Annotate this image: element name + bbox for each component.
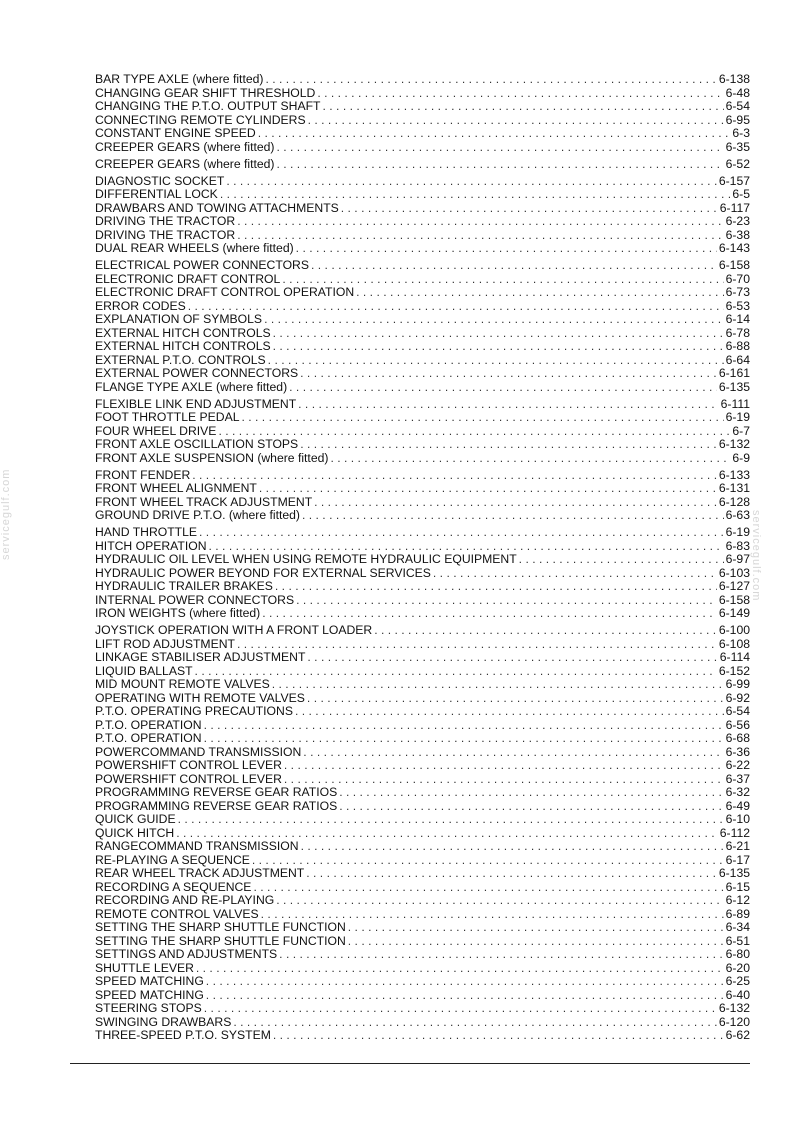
index-entry-page: 6-158	[718, 592, 750, 607]
index-entry-page: 6-17	[725, 852, 750, 867]
index-entry-page: 6-48	[725, 85, 750, 100]
index-entry-page: 6-14	[725, 312, 750, 326]
index-entry	[95, 827, 750, 841]
index-entry-title: ELECTRICAL POWER CONNECTORS	[95, 258, 309, 272]
index-entry-title: QUICK HITCH	[95, 825, 175, 840]
dot-leader	[279, 948, 723, 962]
index-entry	[95, 607, 750, 621]
index-entry	[95, 313, 750, 327]
index-entry-title: P.T.O. OPERATION	[95, 717, 202, 732]
index-entry-page: 6-9	[732, 450, 750, 465]
index-entry	[95, 327, 750, 341]
index-entry-page: 6-40	[725, 987, 750, 1002]
index-entry-title: LIFT ROD ADJUSTMENT	[95, 636, 235, 651]
index-entry-title: SPEED MATCHING	[95, 987, 204, 1002]
index-entry	[95, 87, 750, 101]
dot-leader	[273, 327, 724, 341]
index-entry-page: 6-54	[725, 704, 750, 718]
index-entry-title: RECORDING AND RE-PLAYING	[95, 893, 275, 907]
index-entry-page: 6-111	[720, 396, 750, 411]
index-entry-title: CONSTANT ENGINE SPEED	[95, 126, 256, 140]
index-entry	[95, 719, 750, 733]
index-entry-title: ELECTRONIC DRAFT CONTROL OPERATION	[95, 285, 355, 299]
dot-leader	[433, 567, 717, 581]
dot-leader	[237, 215, 723, 229]
dot-leader	[204, 732, 724, 746]
index-entry-page: 6-51	[725, 933, 750, 948]
index-entry-page: 6-128	[718, 494, 750, 509]
index-entry	[95, 1002, 750, 1016]
dot-leader	[195, 665, 717, 679]
index-entry-title: LIQUID BALLAST	[95, 663, 193, 678]
dot-leader	[339, 786, 723, 800]
index-entry-title: EXTERNAL POWER CONNECTORS	[95, 366, 299, 380]
index-entry-title: EXPLANATION OF SYMBOLS	[95, 312, 263, 326]
index-entry-page: 6-64	[725, 352, 750, 367]
index-entry-page: 6-7	[732, 423, 750, 438]
index-entry-title: PROGRAMMING REVERSE GEAR RATIOS	[95, 798, 338, 813]
index-entry-title: EXTERNAL HITCH CONTROLS	[95, 339, 271, 353]
index-entry-title: FLEXIBLE LINK END ADJUSTMENT	[95, 396, 297, 411]
index-entry-page: 6-97	[725, 552, 750, 566]
index-entry-page: 6-114	[719, 650, 750, 664]
dot-leader	[330, 452, 730, 466]
index-entry-title: HYDRAULIC OIL LEVEL WHEN USING REMOTE HYDRAULIC EQUIPMENT	[95, 552, 517, 566]
index-entry-page: 6-5	[732, 187, 750, 201]
index-entry-page: 6-131	[718, 481, 750, 495]
dot-leader	[199, 526, 724, 540]
dot-leader	[206, 989, 724, 1003]
index-entry	[95, 567, 750, 581]
index-entry-page: 6-83	[725, 538, 750, 553]
index-entry-page: 6-78	[725, 325, 750, 340]
dot-leader	[253, 881, 723, 895]
index-entry-page: 6-56	[725, 717, 750, 732]
index-entry-page: 6-37	[725, 771, 750, 786]
index-entry-title: FRONT AXLE SUSPENSION (where fitted)	[95, 450, 329, 465]
index-entry-title: PROGRAMMING REVERSE GEAR RATIOS	[95, 785, 338, 799]
dot-leader	[206, 975, 724, 989]
index-entry-title: CONNECTING REMOTE CYLINDERS	[95, 112, 306, 127]
index-entry	[95, 141, 750, 155]
index-entry	[95, 242, 750, 256]
dot-leader	[273, 1029, 724, 1043]
index-entry	[95, 398, 750, 412]
index-entry-page: 6-15	[725, 879, 750, 894]
index-entry-page: 6-36	[725, 744, 750, 759]
index-entry	[95, 921, 750, 935]
index-entry-page: 6-132	[718, 437, 750, 451]
index-entry-title: OPERATING WITH REMOTE VALVES	[95, 690, 305, 705]
index-entry-page: 6-157	[718, 173, 750, 188]
index-entry-page: 6-108	[718, 636, 750, 651]
index-entry-title: RECORDING A SEQUENCE	[95, 879, 252, 894]
index-entry-page: 6-23	[725, 214, 750, 228]
index-entry	[95, 867, 750, 881]
index-entry-page: 6-25	[725, 974, 750, 988]
index-entry-title: JOYSTICK OPERATION WITH A FRONT LOADER	[95, 623, 373, 637]
index-entry-title: SHUTTLE LEVER	[95, 960, 194, 975]
index-entry-page: 6-112	[719, 825, 750, 840]
dot-leader	[323, 100, 724, 114]
index-entry-page: 6-89	[725, 906, 750, 921]
index-entry-page: 6-92	[725, 690, 750, 705]
index-entry	[95, 1016, 750, 1030]
dot-leader	[237, 638, 717, 652]
index-entry-title: DRAWBARS AND TOWING ATTACHMENTS	[95, 200, 339, 215]
index-entry-page: 6-19	[725, 525, 750, 539]
dot-leader	[237, 229, 723, 243]
dot-leader	[300, 367, 717, 381]
index-entry	[95, 638, 750, 652]
dot-leader	[258, 127, 731, 141]
index-entry-page: 6-149	[718, 606, 750, 620]
index-entry	[95, 158, 750, 172]
index-entry-title: DRIVING THE TRACTOR	[95, 227, 236, 242]
index-entry-page: 6-95	[725, 112, 750, 127]
index-entry-title: POWERSHIFT CONTROL LEVER	[95, 771, 282, 786]
index-entry-page: 6-73	[725, 285, 750, 299]
index-entry	[95, 935, 750, 949]
index-entry-title: FRONT FENDER	[95, 467, 191, 482]
index-entry	[95, 438, 750, 452]
watermark-right: servicegulf.com	[750, 510, 762, 602]
dot-leader	[317, 87, 723, 101]
index-entry-page: 6-21	[725, 839, 750, 853]
index-entry-title: RANGECOMMAND TRANSMISSION	[95, 839, 299, 853]
index-entry-page: 6-54	[725, 99, 750, 113]
index-entry-page: 6-143	[718, 241, 750, 255]
dot-leader	[348, 935, 724, 949]
index-entry	[95, 840, 750, 854]
index-entry-title: GROUND DRIVE P.T.O. (where fitted)	[95, 508, 300, 522]
index-entry-page: 6-135	[718, 379, 750, 394]
index-entry-page: 6-135	[718, 866, 750, 880]
index-entry-title: BAR TYPE AXLE (where fitted)	[95, 72, 264, 86]
dot-leader	[307, 692, 724, 706]
index-entry	[95, 732, 750, 746]
index-entry-page: 6-32	[725, 785, 750, 799]
dot-leader	[273, 340, 724, 354]
index-entry-page: 6-52	[725, 156, 750, 171]
dot-leader	[301, 840, 724, 854]
index-entry-title: EXTERNAL P.T.O. CONTROLS	[95, 352, 266, 367]
dot-leader	[252, 854, 724, 868]
dot-leader	[282, 273, 723, 287]
index-entry	[95, 114, 750, 128]
index-entry-title: P.T.O. OPERATING PRECAUTIONS	[95, 704, 293, 718]
index-entry	[95, 800, 750, 814]
index-entry-page: 6-49	[725, 798, 750, 813]
index-entry	[95, 526, 750, 540]
index-entry	[95, 100, 750, 114]
index-entry	[95, 354, 750, 368]
index-entry	[95, 367, 750, 381]
index-entry-page: 6-158	[718, 258, 750, 272]
index-entry	[95, 215, 750, 229]
index-entry-page: 6-53	[725, 298, 750, 313]
index-entry-title: HYDRAULIC TRAILER BRAKES	[95, 579, 273, 593]
index-entry-title: STEERING STOPS	[95, 1001, 202, 1015]
index-entry	[95, 908, 750, 922]
index-entry-page: 6-100	[718, 623, 750, 637]
watermark-left: servicegulf.com	[0, 468, 12, 560]
index-entry-page: 6-152	[718, 663, 750, 678]
index-entry-title: POWERSHIFT CONTROL LEVER	[95, 758, 282, 772]
index-entry	[95, 425, 750, 439]
index-entry	[95, 509, 750, 523]
index-entry-title: INTERNAL POWER CONNECTORS	[95, 592, 295, 607]
dot-leader	[284, 773, 724, 787]
index-entry	[95, 1029, 750, 1043]
dot-leader	[259, 482, 717, 496]
index-entry	[95, 594, 750, 608]
index-entry	[95, 692, 750, 706]
index-entry-page: 6-70	[725, 271, 750, 286]
index-entry	[95, 188, 750, 202]
index-entry	[95, 259, 750, 273]
index-entry-page: 6-103	[718, 565, 750, 580]
index-entry-page: 6-120	[718, 1014, 750, 1029]
index-entry-title: DRIVING THE TRACTOR	[95, 214, 236, 228]
index-entry	[95, 813, 750, 827]
index-entry-page: 6-63	[725, 508, 750, 522]
index-entry	[95, 759, 750, 773]
index-entry-title: CREEPER GEARS (where fitted)	[95, 156, 275, 171]
dot-leader	[314, 496, 717, 510]
dot-leader	[196, 962, 724, 976]
index-entry-title: FRONT WHEEL TRACK ADJUSTMENT	[95, 494, 313, 509]
dot-leader	[188, 300, 724, 314]
dot-leader	[218, 425, 730, 439]
dot-leader	[261, 908, 724, 922]
index-entry-page: 6-20	[725, 960, 750, 975]
index-entry-page: 6-35	[725, 139, 750, 154]
index-entry-title: ELECTRONIC DRAFT CONTROL	[95, 271, 281, 286]
dot-leader	[204, 719, 724, 733]
index-entry-title: SPEED MATCHING	[95, 974, 204, 988]
dot-leader	[272, 678, 724, 692]
index-entry-title: RE-PLAYING A SEQUENCE	[95, 852, 250, 867]
index-entry-title: MID MOUNT REMOTE VALVES	[95, 677, 270, 691]
dot-leader	[276, 894, 723, 908]
index-entry	[95, 624, 750, 638]
dot-leader	[306, 867, 717, 881]
index-entry-title: CHANGING GEAR SHIFT THRESHOLD	[95, 85, 316, 100]
index-entry	[95, 452, 750, 466]
dot-leader	[241, 411, 723, 425]
index-entry-title: SETTING THE SHARP SHUTTLE FUNCTION	[95, 933, 346, 948]
index-entry	[95, 553, 750, 567]
index-entry	[95, 746, 750, 760]
index-entry	[95, 962, 750, 976]
index-entry	[95, 229, 750, 243]
index-entry-title: IRON WEIGHTS (where fitted)	[95, 606, 261, 620]
footer-rule	[70, 1063, 750, 1064]
index-entry-title: CHANGING THE P.T.O. OUTPUT SHAFT	[95, 99, 321, 113]
index-entry-page: 6-22	[725, 758, 750, 772]
index-entry-title: THREE-SPEED P.T.O. SYSTEM	[95, 1028, 271, 1042]
dot-leader	[284, 759, 724, 773]
dot-leader	[296, 594, 717, 608]
index-entry	[95, 73, 750, 87]
index-entry-title: DUAL REAR WHEELS (where fitted)	[95, 241, 294, 255]
dot-leader	[220, 188, 731, 202]
dot-leader	[296, 242, 717, 256]
dot-leader	[374, 624, 717, 638]
index-entry	[95, 773, 750, 787]
index-entry-title: REMOTE CONTROL VALVES	[95, 906, 259, 921]
dot-leader	[209, 540, 724, 554]
dot-leader	[276, 158, 723, 172]
dot-leader	[204, 1002, 717, 1016]
index-entry-title: ERROR CODES	[95, 298, 186, 313]
index-entry-title: FLANGE TYPE AXLE (where fitted)	[95, 379, 288, 394]
index-entry-page: 6-38	[725, 227, 750, 242]
index-entry-title: FRONT AXLE OSCILLATION STOPS	[95, 437, 299, 451]
index-entry	[95, 381, 750, 395]
index-entry-page: 6-3	[732, 126, 750, 140]
index-entry-title: HYDRAULIC POWER BEYOND FOR EXTERNAL SERVICES	[95, 565, 431, 580]
dot-leader	[289, 381, 717, 395]
index-entry	[95, 540, 750, 554]
index-entry	[95, 854, 750, 868]
dot-leader	[307, 651, 717, 665]
index-entry-page: 6-138	[718, 72, 750, 86]
index-entry-title: DIFFERENTIAL LOCK	[95, 187, 218, 201]
index-entry-title: FRONT WHEEL ALIGNMENT	[95, 481, 257, 495]
dot-leader	[176, 827, 718, 841]
index-entry-title: EXTERNAL HITCH CONTROLS	[95, 325, 271, 340]
index-entry	[95, 678, 750, 692]
index-entry	[95, 948, 750, 962]
dot-leader	[268, 354, 724, 368]
index-entry-title: POWERCOMMAND TRANSMISSION	[95, 744, 302, 759]
index-list	[95, 73, 750, 1043]
index-entry-page: 6-12	[725, 893, 750, 907]
index-entry-title: SETTING THE SHARP SHUTTLE FUNCTION	[95, 920, 346, 934]
dot-leader	[295, 705, 724, 719]
index-entry	[95, 975, 750, 989]
index-entry-page: 6-133	[718, 467, 750, 482]
dot-leader	[262, 607, 717, 621]
index-entry-title: HAND THROTTLE	[95, 525, 198, 539]
index-entry	[95, 651, 750, 665]
dot-leader	[308, 114, 724, 128]
index-entry-title: P.T.O. OPERATION	[95, 731, 202, 745]
index-entry	[95, 340, 750, 354]
index-entry	[95, 665, 750, 679]
dot-leader	[519, 553, 724, 567]
index-entry-title: REAR WHEEL TRACK ADJUSTMENT	[95, 866, 305, 880]
dot-leader	[300, 438, 717, 452]
dot-leader	[341, 202, 718, 216]
index-entry-page: 6-19	[725, 410, 750, 424]
dot-leader	[276, 141, 723, 155]
dot-leader	[339, 800, 723, 814]
index-entry-title: SWINGING DRAWBARS	[95, 1014, 232, 1029]
index-entry-page: 6-34	[725, 920, 750, 934]
index-entry-page: 6-80	[725, 947, 750, 961]
index-entry-title: QUICK GUIDE	[95, 812, 176, 826]
index-entry-page: 6-99	[725, 677, 750, 691]
index-entry	[95, 881, 750, 895]
index-entry-page: 6-127	[718, 579, 750, 593]
dot-leader	[303, 746, 723, 760]
index-entry-page: 6-132	[718, 1001, 750, 1015]
index-entry-page: 6-88	[725, 339, 750, 353]
index-entry-title: DIAGNOSTIC SOCKET	[95, 173, 225, 188]
dot-leader	[226, 175, 716, 189]
index-entry	[95, 286, 750, 300]
index-entry	[95, 127, 750, 141]
dot-leader	[311, 259, 717, 273]
dot-leader	[264, 313, 724, 327]
index-entry-title: CREEPER GEARS (where fitted)	[95, 139, 275, 154]
dot-leader	[265, 73, 716, 87]
index-entry	[95, 989, 750, 1003]
index-entry	[95, 469, 750, 483]
dot-leader	[298, 398, 718, 412]
dot-leader	[192, 469, 717, 483]
index-entry	[95, 580, 750, 594]
dot-leader	[348, 921, 724, 935]
index-entry	[95, 705, 750, 719]
index-entry-page: 6-10	[725, 812, 750, 826]
index-entry-title: SETTINGS AND ADJUSTMENTS	[95, 947, 278, 961]
index-entry	[95, 202, 750, 216]
index-entry-title: FOUR WHEEL DRIVE	[95, 423, 217, 438]
dot-leader	[356, 286, 723, 300]
index-entry	[95, 300, 750, 314]
index-entry-page: 6-68	[725, 731, 750, 745]
index-entry-page: 6-117	[719, 200, 750, 215]
index-entry-page: 6-62	[725, 1028, 750, 1042]
dot-leader	[233, 1016, 717, 1030]
dot-leader	[178, 813, 724, 827]
dot-leader	[275, 580, 717, 594]
index-entry	[95, 786, 750, 800]
index-entry	[95, 175, 750, 189]
index-entry	[95, 482, 750, 496]
index-entry-title: HITCH OPERATION	[95, 538, 207, 553]
index-entry	[95, 496, 750, 510]
dot-leader	[302, 509, 724, 523]
index-entry	[95, 273, 750, 287]
index-entry-title: LINKAGE STABILISER ADJUSTMENT	[95, 650, 306, 664]
index-entry	[95, 411, 750, 425]
index-entry-title: FOOT THROTTLE PEDAL	[95, 410, 240, 424]
index-entry	[95, 894, 750, 908]
index-entry-page: 6-161	[718, 366, 750, 380]
